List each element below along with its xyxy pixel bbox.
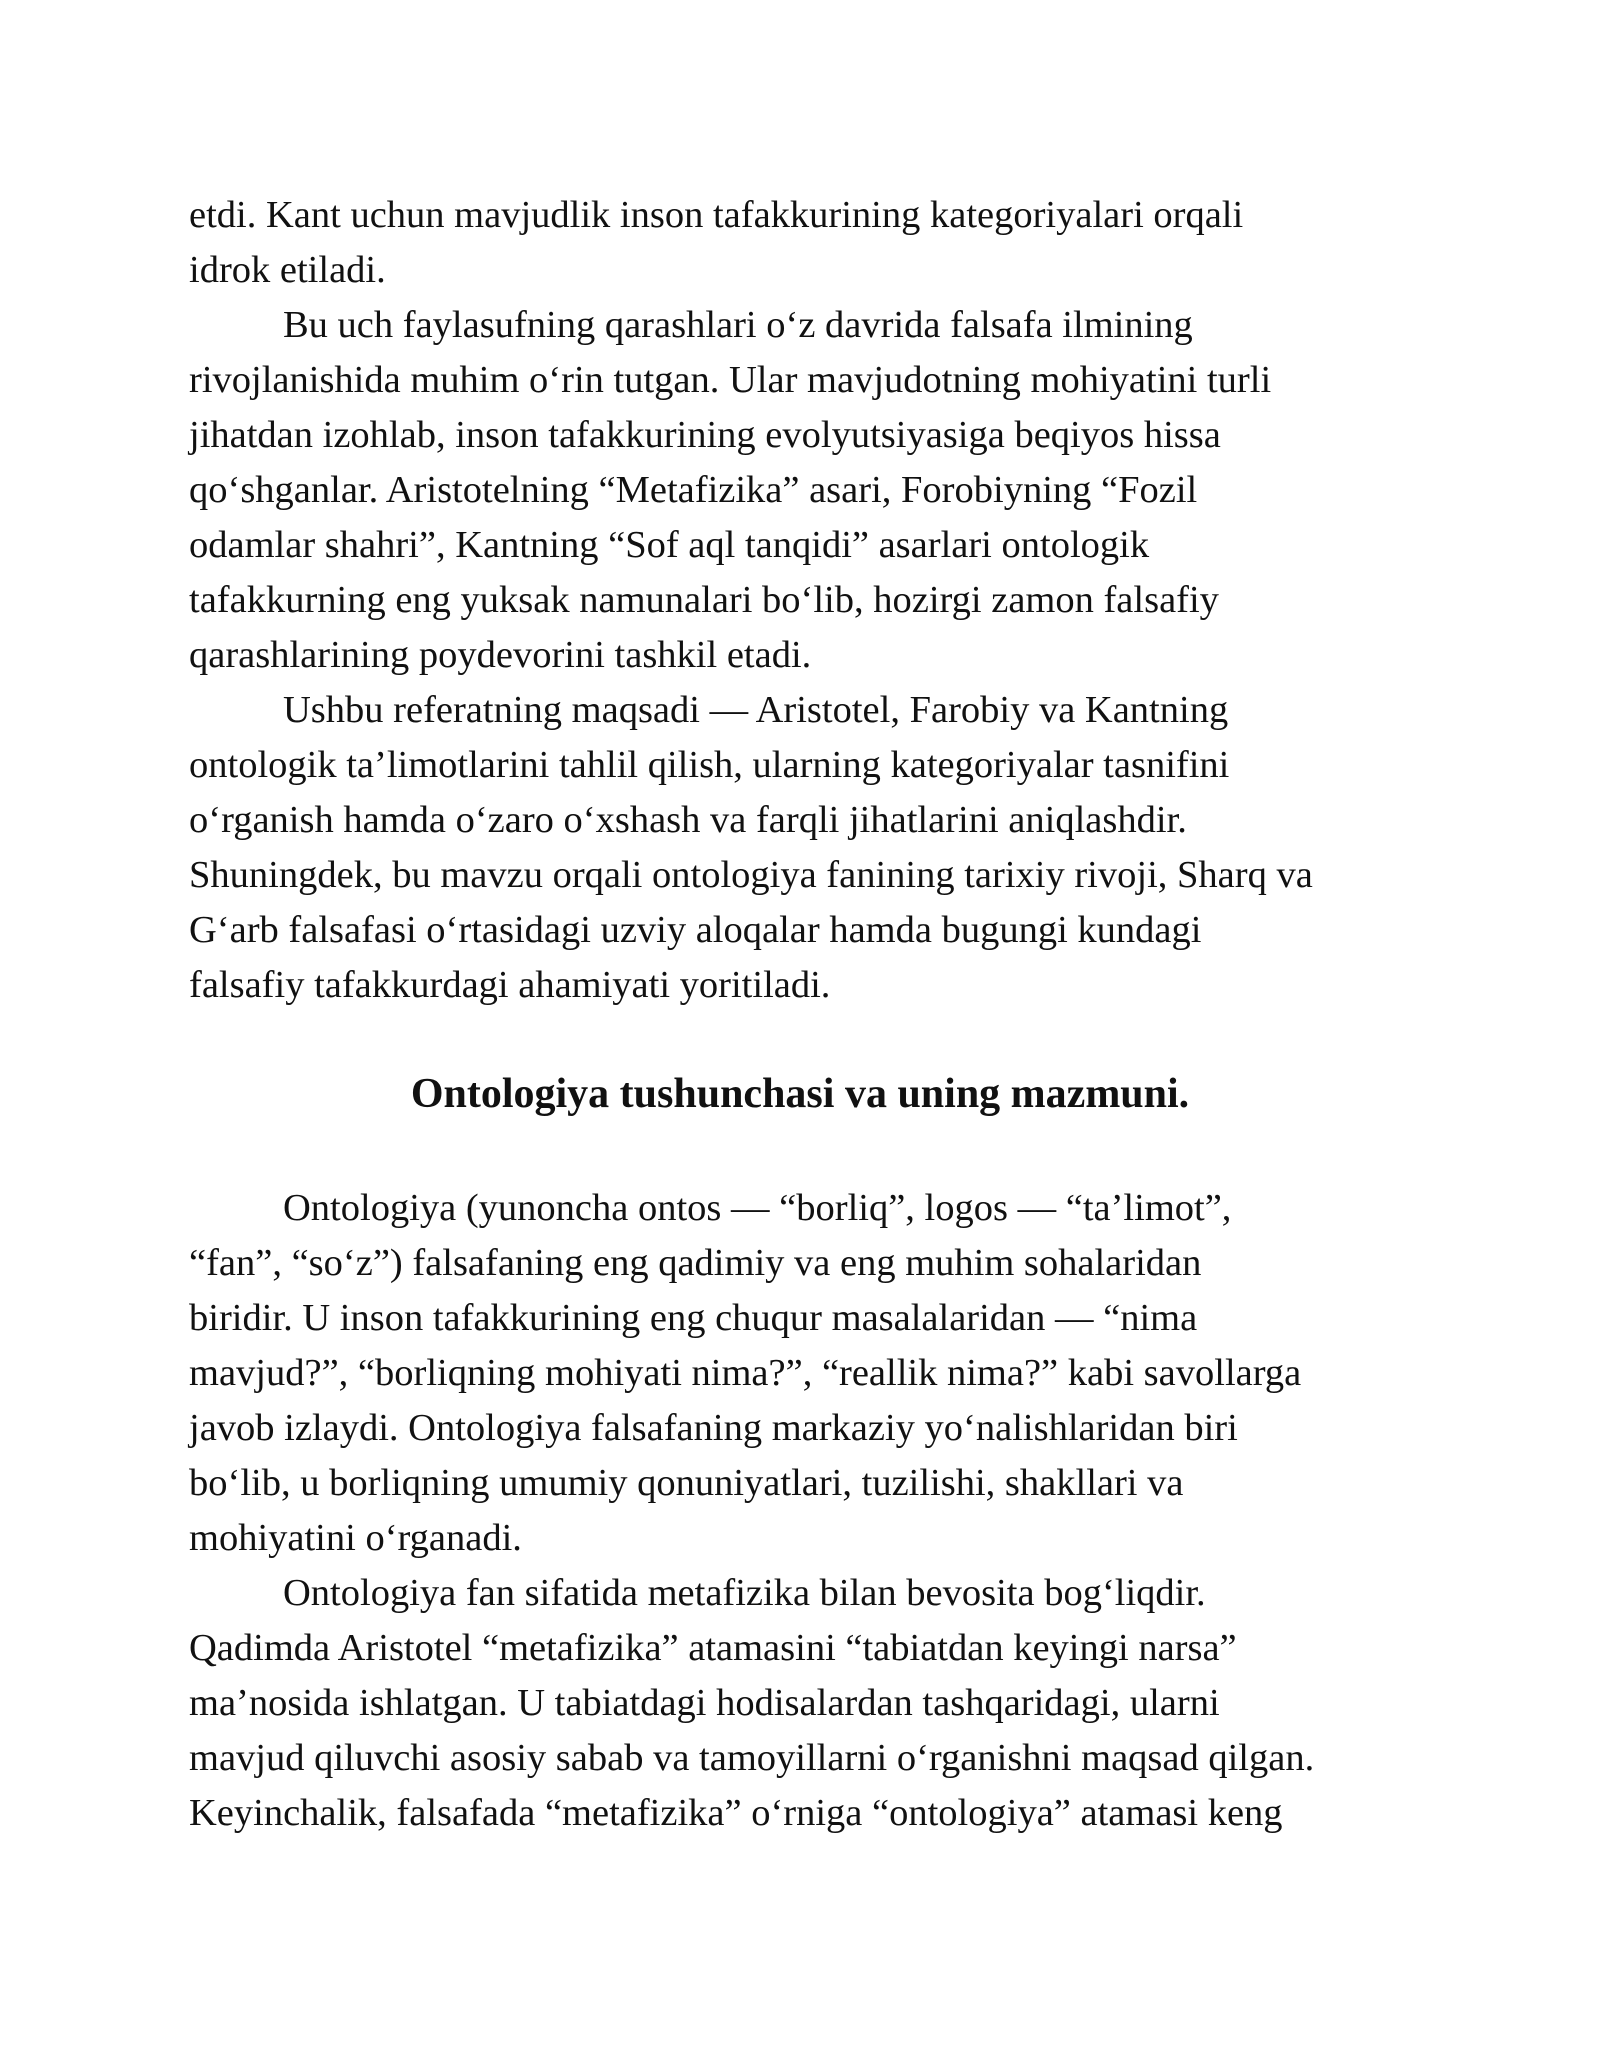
text-line: falsafiy tafakkurdagi ahamiyati yoritiladi. (189, 964, 831, 1006)
text-line: Gʻarb falsafasi oʻrtasidagi uzviy aloqalar hamda bugungi kundagi (189, 909, 1202, 951)
text-line: oʻrganish hamda oʻzaro oʻxshash va farqli jihatlarini aniqlashdir. (189, 799, 1187, 841)
text-line: javob izlaydi. Ontologiya falsafaning markaziy yoʻnalishlaridan biri (189, 1407, 1238, 1449)
text-line: boʻlib, u borliqning umumiy qonuniyatlari, tuzilishi, shakllari va (189, 1462, 1184, 1504)
text-line: tafakkurning eng yuksak namunalari boʻlib, hozirgi zamon falsafiy (189, 579, 1219, 621)
text-line: qoʻshganlar. Aristotelning “Metafizika” asari, Forobiyning “Fozil (189, 469, 1198, 511)
paragraph-start-line: Ontologiya (yunoncha ontos — “borliq”, logos — “ta’limot”, (283, 1187, 1232, 1229)
text-line: jihatdan izohlab, inson tafakkurining evolyutsiyasiga beqiyos hissa (189, 414, 1221, 456)
section-heading: Ontologiya tushunchasi va uning mazmuni. (410, 1071, 1190, 1117)
text-line: mohiyatini oʻrganadi. (189, 1517, 522, 1559)
text-line: ontologik ta’limotlarini tahlil qilish, ularning kategoriyalar tasnifini (189, 744, 1230, 786)
text-line: idrok etiladi. (189, 249, 386, 291)
paragraph-start-line: Bu uch faylasufning qarashlari oʻz davrida falsafa ilmining (283, 304, 1193, 346)
text-line: biridir. U inson tafakkurining eng chuqur masalalaridan — “nima (189, 1297, 1198, 1339)
text-line: Keyinchalik, falsafada “metafizika” oʻrniga “ontologiya” atamasi keng (189, 1792, 1283, 1834)
text-line: ma’nosida ishlatgan. U tabiatdagi hodisalardan tashqaridagi, ularni (189, 1682, 1220, 1724)
paragraph-start-line: Ushbu referatning maqsadi — Aristotel, Farobiy va Kantning (283, 689, 1229, 731)
paragraph-start-line: Ontologiya fan sifatida metafizika bilan bevosita bogʻliqdir. (283, 1572, 1206, 1614)
text-line: mavjud qiluvchi asosiy sabab va tamoyillarni oʻrganishni maqsad qilgan. (189, 1737, 1315, 1779)
text-line: qarashlarining poydevorini tashkil etadi. (189, 634, 812, 676)
text-line: Qadimda Aristotel “metafizika” atamasini “tabiatdan keyingi narsa” (189, 1627, 1237, 1669)
text-line: Shuningdek, bu mavzu orqali ontologiya fanining tarixiy rivoji, Sharq va (189, 854, 1313, 896)
text-line: odamlar shahri”, Kantning “Sof aql tanqidi” asarlari ontologik (189, 524, 1150, 566)
text-line: rivojlanishida muhim oʻrin tutgan. Ular mavjudotning mohiyatini turli (189, 359, 1272, 401)
text-line: “fan”, “soʻz”) falsafaning eng qadimiy va eng muhim sohalaridan (189, 1242, 1202, 1284)
text-line: mavjud?”, “borliqning mohiyati nima?”, “reallik nima?” kabi savollarga (189, 1352, 1302, 1394)
text-line: etdi. Kant uchun mavjudlik inson tafakkurining kategoriyalari orqali (189, 194, 1244, 236)
